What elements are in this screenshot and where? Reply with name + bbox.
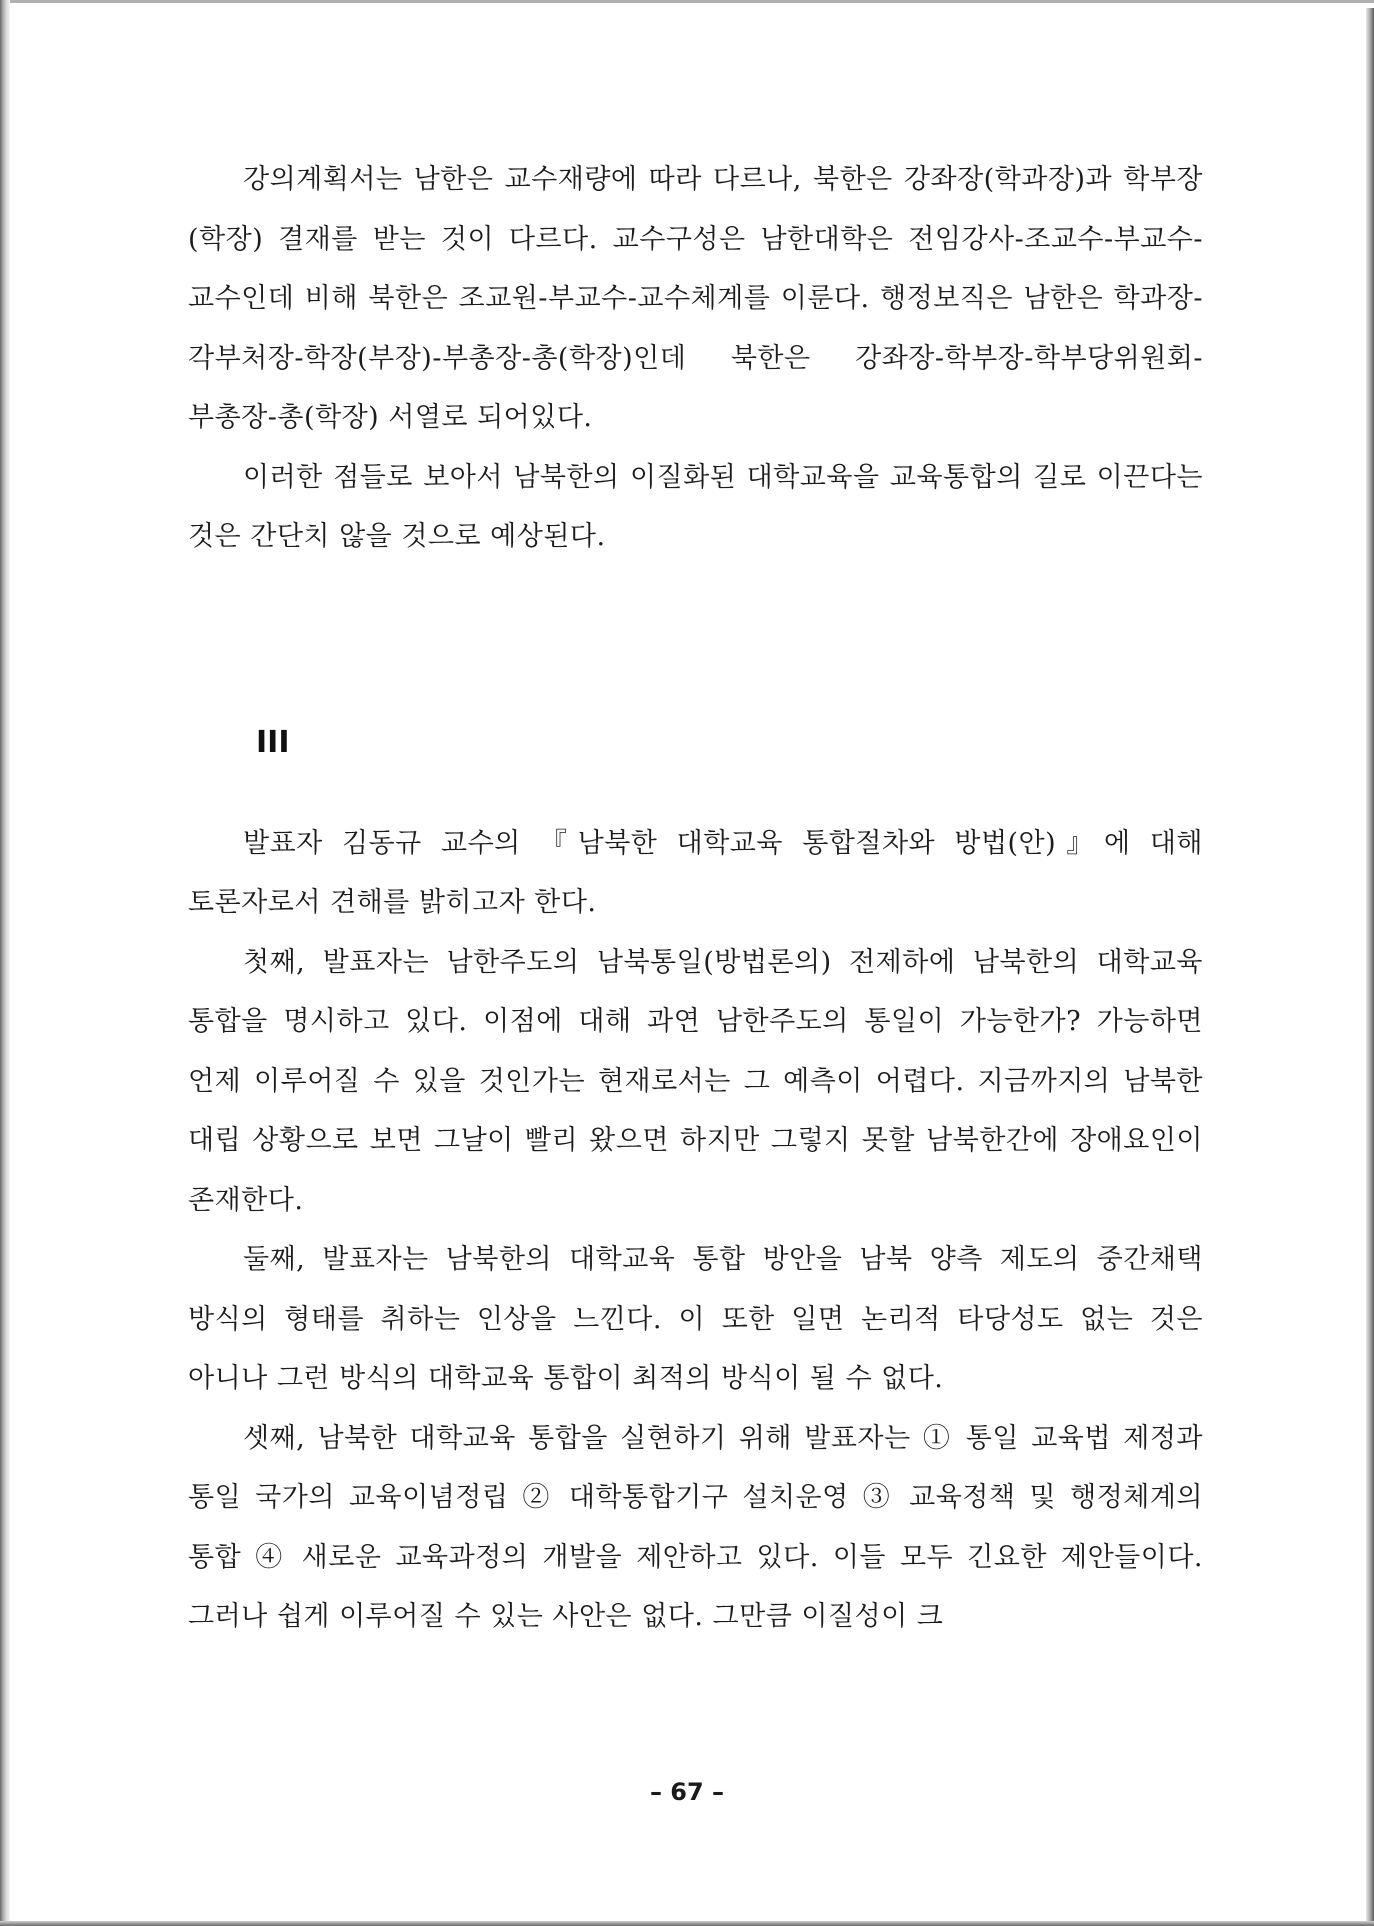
body-paragraph: 둘째, 발표자는 남북한의 대학교육 통합 방안을 남북 양측 제도의 중간채택 방식의 형태를 취하는 인상을 느낀다. 이 또한 일면 논리적 타당성도 없는 것은 아니나 그런 방식의 대학교육 통합이 최적의 방식이 될 수 없다. [188,1244,1203,1394]
section-two [188,814,1203,1647]
page-edge-bottom [0,1921,1374,1926]
page-edge-left [0,0,10,1926]
body-paragraph: 발표자 김동규 교수의 『남북한 대학교육 통합절차와 방법(안)』에 대해 토론자로서 견해를 밝히고자 한다. [188,827,1203,918]
page-body [188,150,1203,1647]
body-paragraph: 첫째, 발표자는 남한주도의 남북통일(방법론의) 전제하에 남북한의 대학교육 통합을 명시하고 있다. 이점에 대해 과연 남한주도의 통일이 가능한가? 가능하면 언제 이루어질 수 있을 것인가는 현재로서는 그 예측이 어렵다. 지금까지의 남북한 대립 상황으로 보면 그날이 빨리 왔으면 하지만 그렇지 못할 남북한간에 장애요인이 존재한다. [188,946,1203,1216]
page-edge-top [0,0,1374,3]
body-paragraph: 셋째, 남북한 대학교육 통합을 실현하기 위해 발표자는 ① 통일 교육법 제정과 통일 국가의 교육이념정립 ② 대학통합기구 설치운영 ③ 교육정책 및 행정체계의 통합 ④ 새로운 교육과정의 개발을 제안하고 있다. 이들 모두 긴요한 제안들이다. 그러나 쉽게 이루어질 수 있는 사안은 없다. 그만큼 이질성이 크 [188,1422,1203,1632]
body-paragraph: 강의계획서는 남한은 교수재량에 따라 다르나, 북한은 강좌장(학과장)과 학부장(학장) 결재를 받는 것이 다르다. 교수구성은 남한대학은 전임강사-조교수-부교수-교수인데 비해 북한은 조교원-부교수-교수체계를 이룬다. 행정보직은 남한은 학과장-각부처장-학장(부장)-부총장-총(학장)인데 북한은 강좌장-학부장-학부당위원회-부총장-총(학장) 서열로 되어있다. [188,164,1203,433]
section-heading: III [256,724,290,760]
section-one [188,150,1203,567]
body-paragraph: 이러한 점들로 보아서 남북한의 이질화된 대학교육을 교육통합의 길로 이끈다는 것은 간단치 않을 것으로 예상된다. [188,461,1203,552]
page-edge-right [1366,8,1374,1926]
page-number: – 67 – [649,1778,725,1806]
